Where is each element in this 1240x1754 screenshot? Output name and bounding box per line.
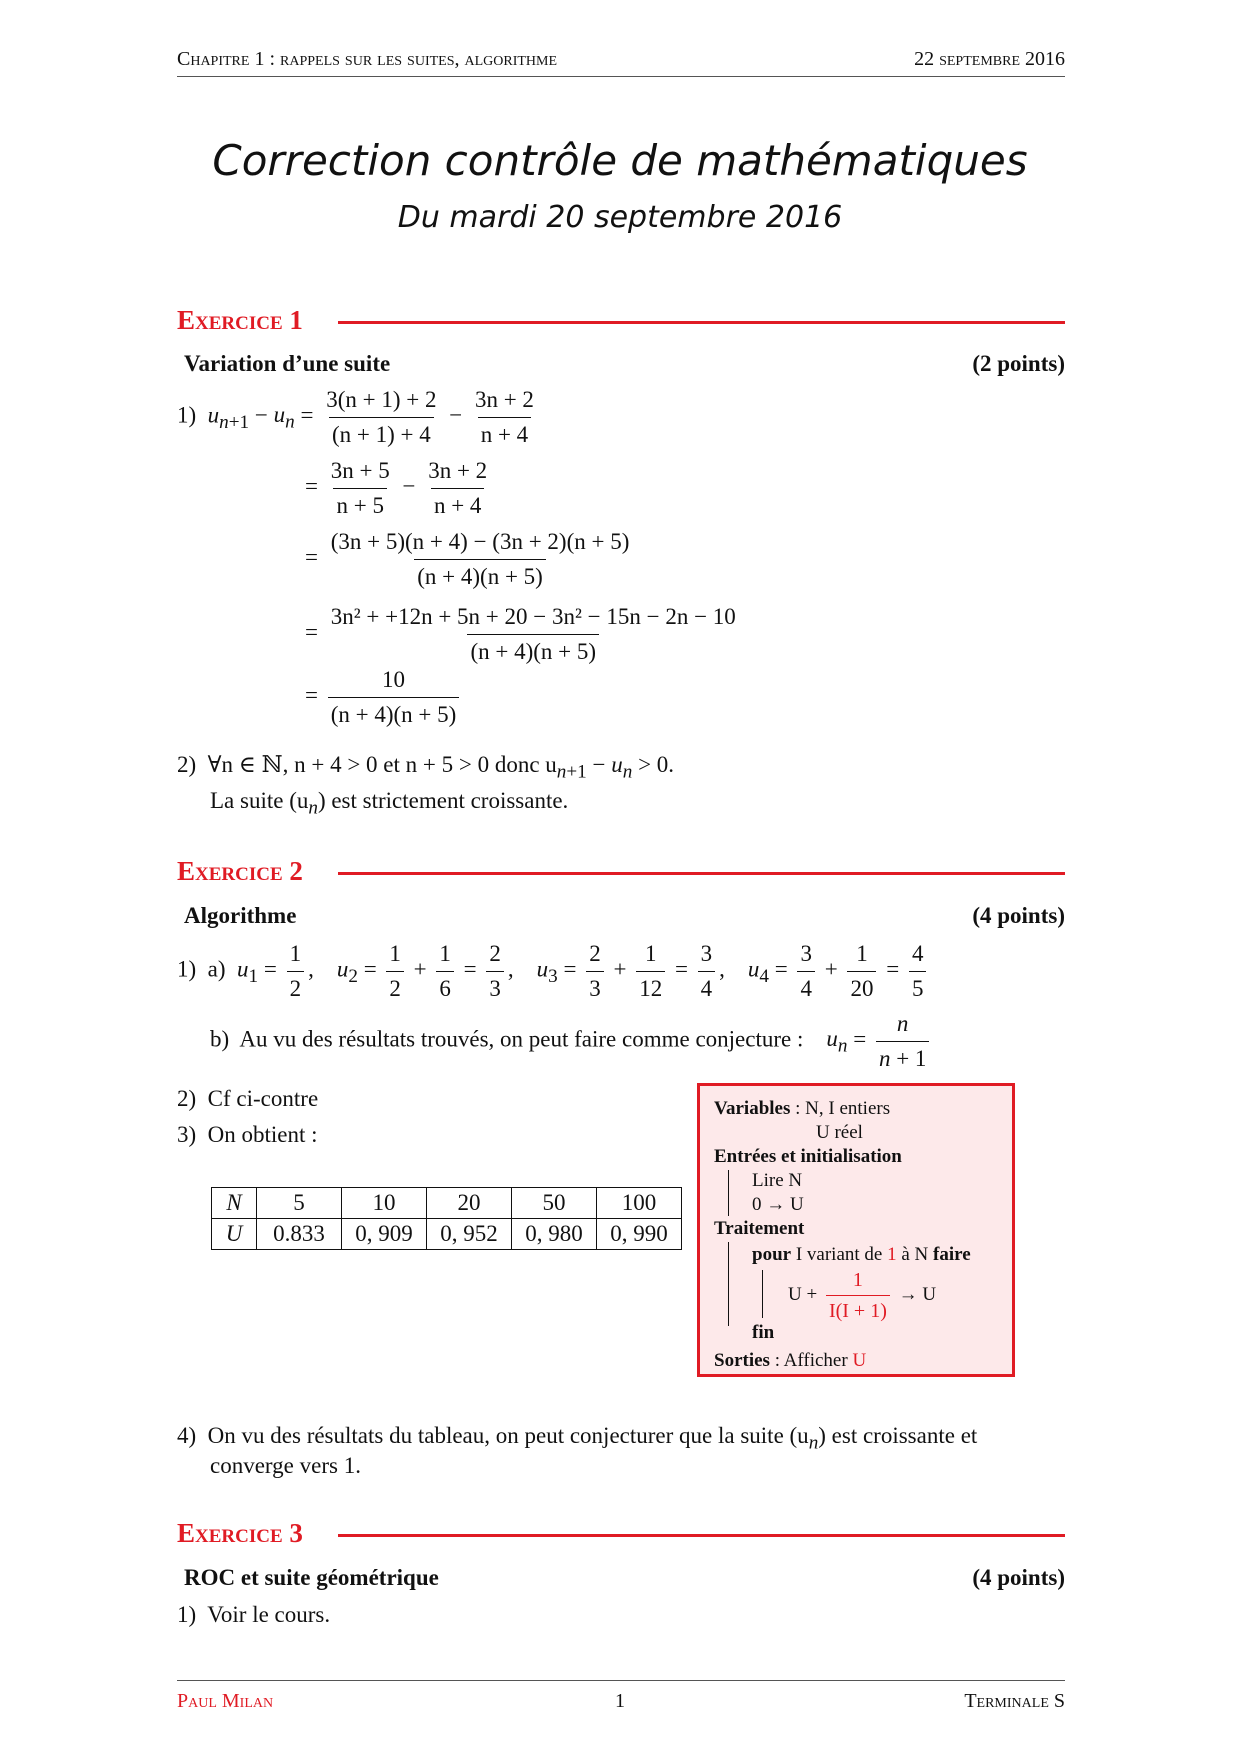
algo-block-bar bbox=[728, 1242, 729, 1326]
algo-processing-label: Traitement bbox=[714, 1218, 805, 1239]
footer-page-number: 1 bbox=[615, 1690, 625, 1712]
algo-variables-real: U réel bbox=[816, 1122, 863, 1143]
exercise-3-points: (4 points) bbox=[972, 1565, 1065, 1590]
header-chapter: Chapitre 1 : rappels sur les suites, algorithme bbox=[177, 48, 558, 70]
table-row bbox=[212, 1219, 682, 1250]
table-cell: 0.833 bbox=[257, 1219, 342, 1250]
ex1-step-2: = $\frac{3n + 5}{n + 5}$ − $\frac{3n + 2}{n + 4}$ bbox=[305, 458, 488, 518]
table-cell: 50 bbox=[512, 1188, 597, 1219]
table-cell: 5 bbox=[257, 1188, 342, 1219]
algo-output: Sorties : Afficher U bbox=[714, 1350, 867, 1371]
footer-rule bbox=[177, 1680, 1065, 1681]
exercise-2-subtitle: Algorithme bbox=[184, 903, 297, 928]
table-row bbox=[212, 1188, 682, 1219]
exercise-1-heading: Exercice 1 bbox=[177, 305, 303, 335]
ex1-step-3: = $\frac{(3n + 5)(n + 4) - (3n + 2)(n + 5)}{(n + 4)(n + 5)}$ bbox=[305, 529, 630, 589]
ex2-question-4: 4) On vu des résultats du tableau, on peut conjecturer que la suite $(u_n)$ est croissante et bbox=[177, 1423, 978, 1454]
exercise-1-points: (2 points) bbox=[972, 351, 1065, 376]
ex1-question-2: 2) ∀n ∈ ℕ, n + 4 > 0 et n + 5 > 0 donc $u_{n+1} - u_n > 0$. bbox=[177, 752, 675, 783]
exercise-3-heading: Exercice 3 bbox=[177, 1518, 303, 1548]
ex1-step-4: = $\frac{\text{3n² + +12n + 5n + 20 − 3n² − 15n − 2n − 10}}{(n + 4)(n + 5)}$ bbox=[305, 604, 736, 664]
table-cell: 0, 980 bbox=[512, 1219, 597, 1250]
exercise-3-subtitle: ROC et suite géométrique bbox=[184, 1565, 439, 1590]
exercise-2-points: (4 points) bbox=[972, 903, 1065, 928]
ex1-step-5: = $\frac{10}{(n + 4)(n + 5)}$ bbox=[305, 666, 463, 728]
ex2-question-2: 2) Cf ci-contre bbox=[177, 1086, 319, 1111]
table-cell: 100 bbox=[597, 1188, 682, 1219]
ex2-question-1b: b) Au vu des résultats trouvés, on peut faire comme conjecture : $u_n$ = $\frac{n}{n + 1}$ bbox=[210, 1010, 933, 1072]
algo-block-bar bbox=[728, 1170, 729, 1216]
algo-read: Lire N bbox=[752, 1170, 803, 1191]
algo-init: 0 → U bbox=[752, 1194, 804, 1215]
table-cell: 0, 909 bbox=[342, 1219, 427, 1250]
algo-for-line: pour I variant de 1 à N faire bbox=[752, 1244, 971, 1265]
ex3-question-1: 1) Voir le cours. bbox=[177, 1602, 331, 1627]
algo-end: fin bbox=[752, 1322, 775, 1343]
exercise-3-rule bbox=[338, 1534, 1065, 1537]
footer-class: Terminale S bbox=[964, 1690, 1065, 1712]
algo-loop-bar bbox=[762, 1270, 763, 1318]
page-title: Correction contrôle de mathématiques bbox=[212, 136, 1028, 185]
header-rule bbox=[177, 76, 1065, 77]
header-date: 22 septembre 2016 bbox=[914, 48, 1065, 70]
exercise-1-subtitle: Variation d’une suite bbox=[184, 351, 391, 376]
ex2-question-1a: 1) a) $u_1$ = $\frac{1}{2}$ , $u_2$ = $\frac{1}{2}$ + $\frac{1}{6}$ = $\frac{2}{3}$ , $u_3$ = $\frac{2}{3}$ + $\frac{1}{12}$ = $\frac{3}{4}$ , $u_4$ = $\frac{3}{4}$ + $\frac{1}{20}$ = $\frac{4}{5}$ bbox=[177, 940, 930, 1002]
page-subtitle: Du mardi 20 septembre 2016 bbox=[397, 200, 843, 235]
exercise-1-rule bbox=[338, 321, 1065, 324]
ex1-conclusion: La suite $(u_n)$ est strictement croissante. bbox=[210, 788, 569, 819]
algo-entries-label: Entrées et initialisation bbox=[714, 1146, 902, 1167]
table-cell: U bbox=[212, 1219, 257, 1250]
footer-author: Paul Milan bbox=[177, 1690, 274, 1712]
ex2-question-4-cont: converge vers 1. bbox=[210, 1453, 361, 1478]
table-cell: 0, 952 bbox=[427, 1219, 512, 1250]
exercise-2-heading: Exercice 2 bbox=[177, 856, 303, 886]
exercise-2-rule bbox=[338, 872, 1065, 875]
values-table bbox=[211, 1187, 682, 1250]
algo-variables: Variables : N, I entiers bbox=[714, 1098, 891, 1119]
table-cell: 20 bbox=[427, 1188, 512, 1219]
table-cell: 0, 990 bbox=[597, 1219, 682, 1250]
table-cell: 10 bbox=[342, 1188, 427, 1219]
ex2-question-3: 3) On obtient : bbox=[177, 1122, 318, 1147]
algorithm-box bbox=[697, 1083, 1015, 1377]
table-cell: N bbox=[212, 1188, 257, 1219]
ex1-step-1: 1) $u_{n+1} - u_n$ = $\frac{3(n + 1) + 2}{(n + 1) + 4}$ − $\frac{3n + 2}{n + 4}$ bbox=[177, 387, 534, 447]
algo-update: U + $\frac{1}{I(I + 1)}$ → U bbox=[788, 1269, 937, 1322]
